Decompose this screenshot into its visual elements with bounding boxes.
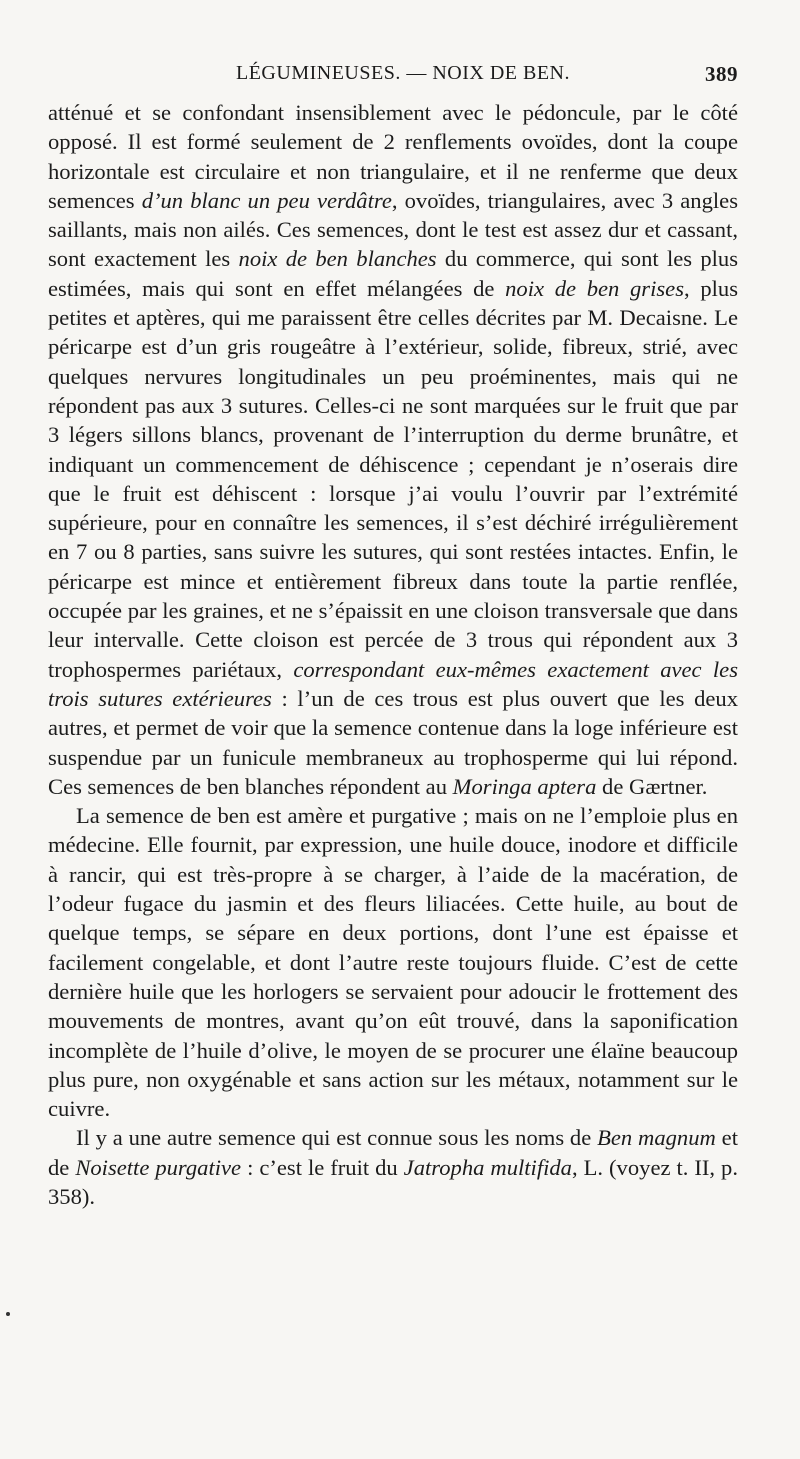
italic-text: Ben magnum	[597, 1125, 716, 1151]
body-text	[48, 98, 738, 1211]
text-run: , ovoïdes, triangulaires, avec 3 angles saillants, mais non ailés. Ces semences, dont le test est assez dur et cassant, sont exactement les	[48, 187, 738, 272]
paragraph	[48, 98, 738, 801]
text-run: de Gærtner.	[596, 773, 708, 799]
text-run: , L. (voyez t. II, p. 358).	[48, 1154, 738, 1209]
text-run: du commerce, qui sont les plus estimées, mais qui sont en effet mélangées de	[48, 246, 739, 301]
italic-text: noix de ben grises	[505, 275, 684, 301]
text-run: : l’un de ces trous est plus ouvert que les deux autres, et permet de voir que la semence contenue dans la loge inférieure est suspendue par un funicule membraneux au trophosperme qui lui répond. Ces semences de ben blanches répondent au	[48, 685, 738, 799]
italic-text: Moringa aptera	[452, 773, 597, 799]
running-header	[48, 62, 738, 86]
paragraph	[48, 1123, 738, 1211]
italic-text: noix de ben blanches	[238, 246, 437, 272]
italic-text: correspondant eux-mêmes exactement avec les trois sutures extérieures	[48, 656, 738, 711]
italic-text: Noisette purgative	[75, 1154, 242, 1180]
running-title: LÉGUMINEUSES. — NOIX DE BEN.	[236, 62, 570, 84]
text-run: , plus petites et aptères, qui me paraissent être celles décrites par M. Decaisne. Le péricarpe est d’un gris rougeâtre à l’extérieur, solide, fibreux, strié, avec quelques nervures longitudinales un peu proéminentes, mais qui ne répondent pas aux 3 sutures. Celles-ci ne sont marquées sur le fruit que par 3 légers sillons blancs, provenant de l’interruption du derme brunâtre, et indiquant un commencement de déhiscence ; cependant je n’oserais dire que le fruit est déhiscent : lorsque j’ai voulu l’ouvrir par l’extrémité supérieure, pour en connaître les semences, il s’est déchiré irrégulièrement en 7 ou 8 parties, sans suivre les sutures, qui sont restées intactes. Enfin, le péricarpe est mince et entièrement fibreux dans toute la partie renflée, occupée par les graines, et ne s’épaissit en une cloison transversale que dans leur intervalle. Cette cloison est percée de 3 trous qui répondent aux 3 trophospermes pariétaux,	[48, 275, 738, 682]
italic-text: Jatropha multifida	[403, 1154, 572, 1180]
text-run: et de	[48, 1125, 738, 1180]
text-run: atténué et se confondant insensiblement avec le pédoncule, par le côté opposé. Il est formé seulement de 2 renflements ovoïdes, dont la coupe horizontale est circulaire et non triangulaire, et il ne renferme que deux semences	[48, 100, 738, 213]
italic-text: d’un blanc un peu verdâtre	[141, 187, 392, 213]
text-run: Il y a une autre semence qui est connue sous les noms de	[76, 1125, 598, 1151]
paragraph	[48, 801, 738, 1123]
text-run: : c’est le fruit du	[241, 1154, 404, 1180]
margin-dot	[6, 1312, 10, 1316]
page-number: 389	[705, 62, 738, 86]
text-run: La semence de ben est amère et purgative ; mais on ne l’emploie plus en médecine. Elle fournit, par expression, une huile douce, inodore et difficile à rancir, qui est très-propre à se charger, à l’aide de la macération, de l’odeur fugace du jasmin et des fleurs liliacées. Cette huile, au bout de quelque temps, se sépare en deux portions, dont l’une est épaisse et facilement congelable, et dont l’autre reste toujours fluide. C’est de cette dernière huile que les horlogers se servaient pour adoucir le frottement des mouvements de montres, avant qu’on eût trouvé, dans la saponification incomplète de l’huile d’olive, le moyen de se procurer une élaïne beaucoup plus pure, non oxygénable et sans action sur les métaux, notamment sur le cuivre.	[48, 803, 738, 1122]
